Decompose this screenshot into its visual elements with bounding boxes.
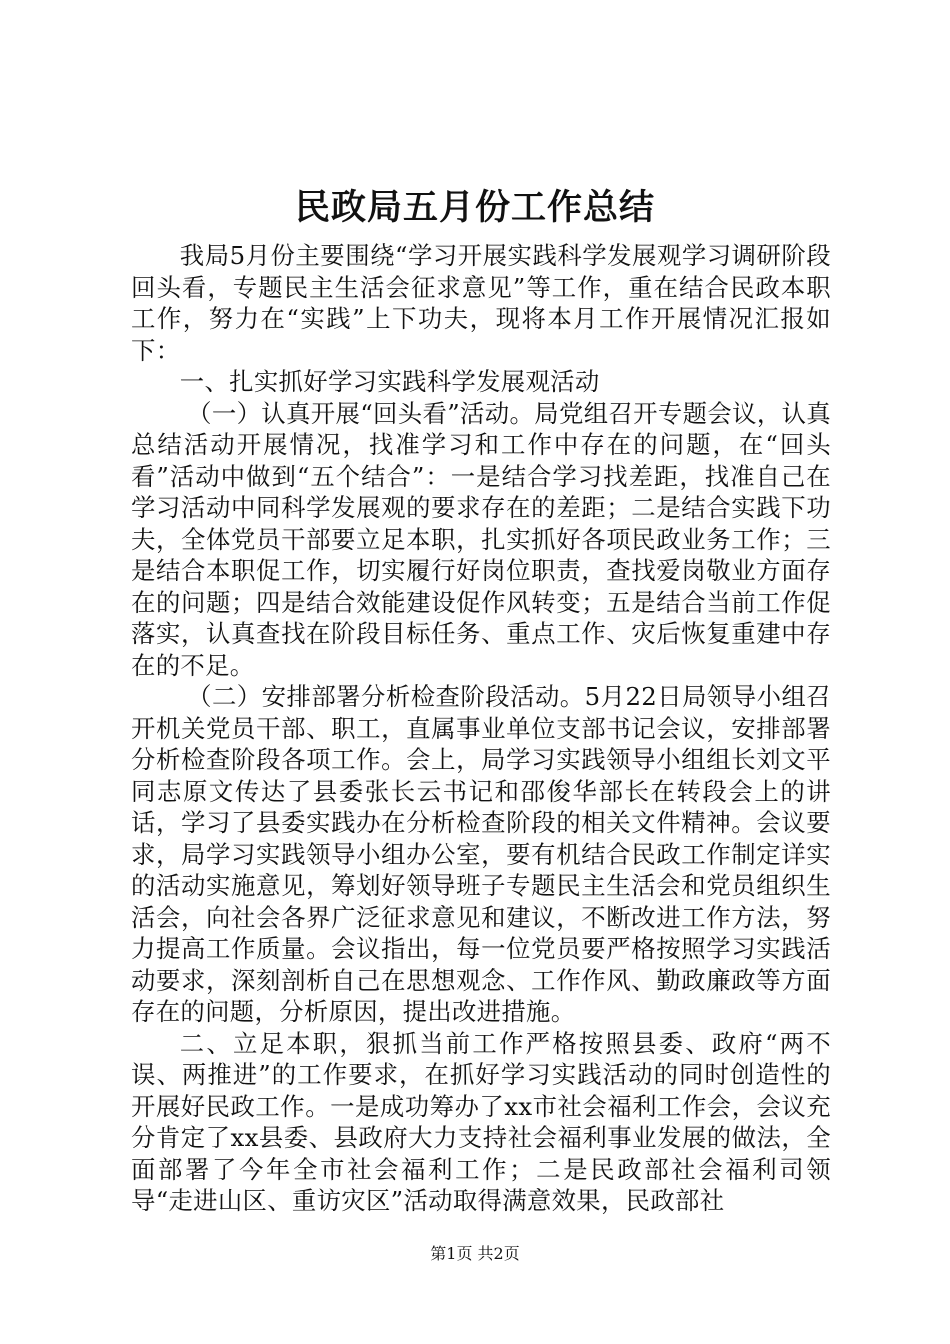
- paragraph-intro: 我局5月份主要围绕“学习开展实践科学发展观学习调研阶段回头看，专题民主生活会征求意见”等工作，重在结合民政本职工作，努力在“实践”上下功夫，现将本月工作开展情况汇报如下：: [131, 241, 831, 365]
- section-heading-1: 一、扎实抓好学习实践科学发展观活动: [179, 367, 600, 396]
- document-body: [131, 240, 831, 1217]
- paragraph-current-work: 二、立足本职，狠抓当前工作严格按照县委、政府“两不误、两推进”的工作要求，在抓好学习实践活动的同时创造性的开展好民政工作。一是成功筹办了xx市社会福利工作会，会议充分肯定了xx县委、县政府大力支持社会福利事业发展的做法，全面部署了今年全市社会福利工作；二是民政部社会福利司领导“走进山区、重访灾区”活动取得满意效果，民政部社: [131, 1028, 831, 1215]
- paragraph-review-activity: （一）认真开展“回头看”活动。局党组召开专题会议，认真总结活动开展情况，找准学习和工作中存在的问题，在“回头看”活动中做到“五个结合”：一是结合学习找差距，找准自己在学习活动中同科学发展观的要求存在的差距；二是结合实践下功夫，全体党员干部要立足本职，扎实抓好各项民政业务工作；三是结合本职促工作，切实履行好岗位职责，查找爱岗敬业方面存在的问题；四是结合效能建设促作风转变；五是结合当前工作促落实，认真查找在阶段目标任务、重点工作、灾后恢复重建中存在的不足。: [131, 398, 831, 680]
- page-footer: 第1页 共2页: [430, 1244, 520, 1263]
- paragraph-analysis-stage: （二）安排部署分析检查阶段活动。5月22日局领导小组召开机关党员干部、职工，直属事业单位支部书记会议，安排部署分析检查阶段各项工作。会上，局学习实践领导小组组长刘文平同志原文传达了县委张长云书记和邵俊华部长在转段会上的讲话，学习了县委实践办在分析检查阶段的相关文件精神。会议要求，局学习实践领导小组办公室，要有机结合民政工作制定详实的活动实施意见，筹划好领导班子专题民主生活会和党员组织生活会，向社会各界广泛征求意见和建议，不断改进工作方法，努力提高工作质量。会议指出，每一位党员要严格按照学习实践活动要求，深刻剖析自己在思想观念、工作作风、勤政廉政等方面存在的问题，分析原因，提出改进措施。: [131, 682, 831, 1026]
- document-title: 民政局五月份工作总结: [294, 187, 655, 228]
